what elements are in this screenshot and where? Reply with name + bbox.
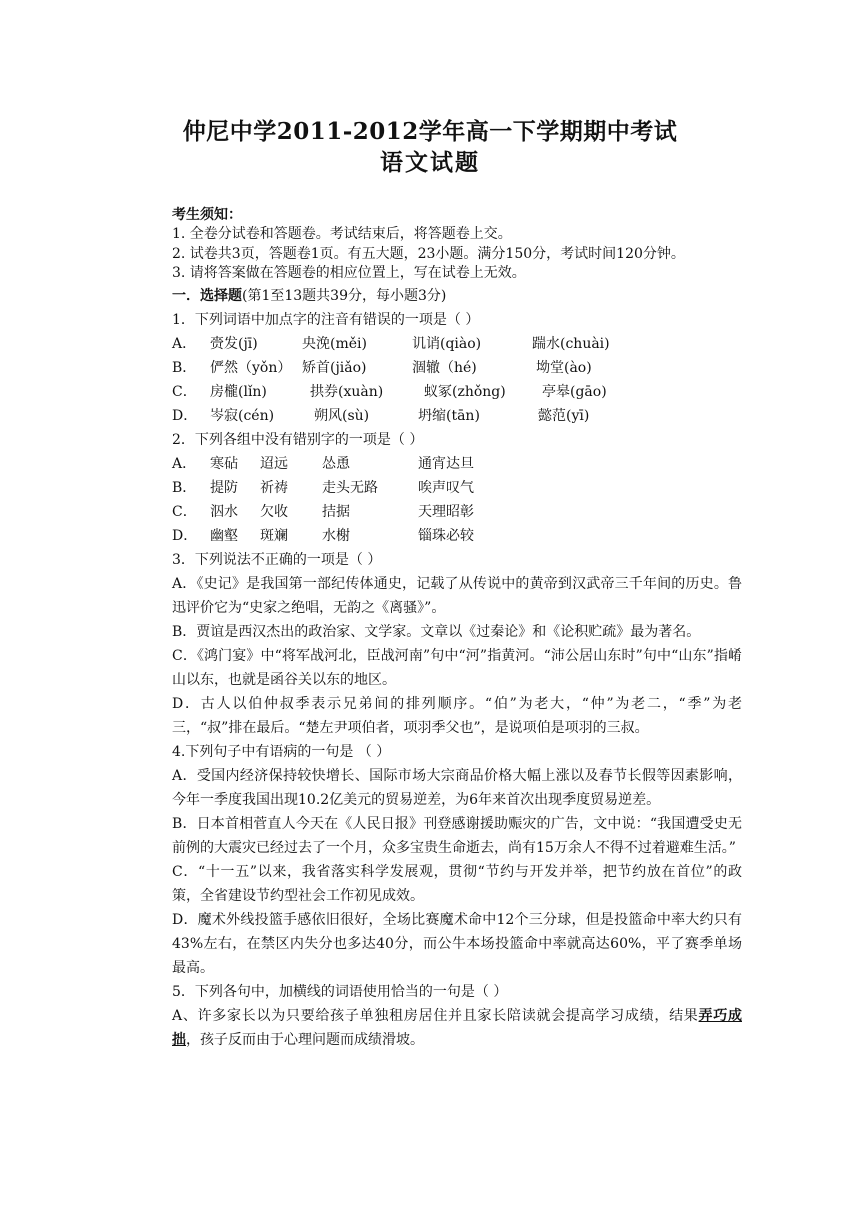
option-item: 祈祷 bbox=[260, 479, 288, 496]
question-2-option-d bbox=[172, 524, 742, 548]
question-4-option-d: D．魔术外线投篮手感依旧很好，全场比赛魔术命中12个三分球，但是投篮命中率大约只有43%左右，在禁区内失分也多达40分，而公牛本场投篮命中率就高达60%，平了赛季单场最高。 bbox=[172, 911, 742, 976]
option-item: 提防 bbox=[210, 479, 238, 496]
option-item: 涸辙（hé) bbox=[412, 359, 477, 376]
question-2-option-b bbox=[172, 476, 742, 500]
option-item: 矫首(jiǎo) bbox=[302, 359, 367, 376]
question-1-option-c bbox=[172, 380, 742, 404]
option-item: 蚁冢(zhǒng) bbox=[424, 383, 506, 400]
underlined-phrase: 弄巧成拙 bbox=[172, 1007, 742, 1048]
option-item: 唉声叹气 bbox=[418, 479, 474, 496]
question-3-option-c: C．《鸿门宴》中“将军战河北，臣战河南”句中“河”指黄河。“沛公居山东时”句中“山东”指崤山以东，也就是函谷关以东的地区。 bbox=[172, 647, 742, 688]
option-item: 天理昭彰 bbox=[418, 503, 474, 520]
section-heading bbox=[172, 284, 742, 308]
question-2-option-c bbox=[172, 500, 742, 524]
option-letter: A． bbox=[172, 335, 197, 352]
question-4-option-a: A．受国内经济保持较快增长、国际市场大宗商品价格大幅上涨以及春节长假等因素影响，今年一季度我国出现10.2亿美元的贸易逆差，为6年来首次出现季度贸易逆差。 bbox=[172, 767, 742, 808]
option-item: 懿范(yī) bbox=[538, 407, 590, 424]
option-text: A、许多家长以为只要给孩子单独租房居住并且家长陪读就会提高学习成绩，结果 bbox=[172, 1007, 699, 1024]
option-letter: B． bbox=[172, 359, 197, 376]
option-item: 泅水 bbox=[210, 503, 238, 520]
question-5-stem: 5．下列各句中，加横线的词语使用恰当的一句是（ ） bbox=[172, 983, 508, 1000]
question-1-stem: 1．下列词语中加点字的注音有错误的一项是（ ） bbox=[172, 311, 480, 328]
question-3-option-b: B．贾谊是西汉杰出的政治家、文学家。文章以《过秦论》和《论积贮疏》最为著名。 bbox=[172, 623, 701, 640]
question-4-option-b: B．日本首相菅直人今天在《人民日报》刊登感谢援助赈灾的广告，文中说：“我国遭受史无前例的大震灾已经过去了一个月，众多宝贵生命逝去，尚有15万余人不得不过着避难生活。” bbox=[172, 815, 742, 856]
exam-title: 仲尼中学2011-2012学年高一下学期期中考试 bbox=[182, 118, 678, 145]
option-item: 朔风(sù) bbox=[314, 407, 370, 424]
option-item: 房櫳(lǐn) bbox=[210, 383, 267, 400]
option-letter: D． bbox=[172, 407, 198, 424]
option-item: 坍缩(tān) bbox=[418, 407, 480, 424]
option-item: 讥诮(qiào) bbox=[412, 335, 482, 352]
option-letter: D． bbox=[172, 527, 198, 544]
option-item: 迢远 bbox=[260, 455, 288, 472]
option-letter: C． bbox=[172, 503, 197, 520]
option-letter: C． bbox=[172, 383, 197, 400]
option-item: 亭皋(gāo) bbox=[542, 383, 607, 400]
option-item: 走头无路 bbox=[322, 479, 378, 496]
option-item: 坳堂(ào) bbox=[536, 359, 592, 376]
option-item: 岑寂(cén) bbox=[210, 407, 275, 424]
section-heading-label: 一．选择题 bbox=[172, 287, 242, 304]
question-1-option-d bbox=[172, 404, 742, 428]
option-item: 通宵达旦 bbox=[418, 455, 474, 472]
option-text: ，孩子反而由于心理问题而成绩滑坡。 bbox=[186, 1031, 424, 1048]
option-item: 寒砧 bbox=[210, 455, 238, 472]
question-1-option-a bbox=[172, 332, 742, 356]
option-item: 水榭 bbox=[322, 527, 350, 544]
question-1-option-b bbox=[172, 356, 742, 380]
option-item: 赍发(jī) bbox=[210, 335, 258, 352]
option-item: 央浼(měi) bbox=[302, 335, 367, 352]
question-2-stem: 2．下列各组中没有错别字的一项是（ ） bbox=[172, 431, 424, 448]
exam-content bbox=[172, 205, 742, 1052]
question-3-option-d: D．古人以伯仲叔季表示兄弟间的排列顺序。“伯”为老大，“仲”为老二，“季”为老三，“叔”排在最后。“楚左尹项伯者，项羽季父也”，是说项伯是项羽的三叔。 bbox=[172, 695, 742, 736]
question-4-stem: 4.下列句子中有语病的一句是 （ ） bbox=[172, 743, 391, 760]
option-item: 欠收 bbox=[260, 503, 288, 520]
option-letter: A． bbox=[172, 455, 197, 472]
exam-subtitle: 语文试题 bbox=[380, 149, 480, 176]
option-item: 锱珠必较 bbox=[418, 527, 474, 544]
section-heading-detail: (第1至13题共39分，每小题3分) bbox=[242, 287, 447, 304]
option-item: 俨然（yǒn） bbox=[210, 359, 292, 376]
notice-heading: 考生须知： bbox=[172, 207, 242, 223]
option-item: 幽壑 bbox=[210, 527, 238, 544]
question-2-option-a bbox=[172, 452, 742, 476]
question-5-option-a bbox=[172, 1004, 742, 1052]
question-4-option-c: C．“十一五”以来，我省落实科学发展观，贯彻“节约与开发并举，把节约放在首位”的政策，全省建设节约型社会工作初见成效。 bbox=[172, 863, 742, 904]
notice-item: 3. 请将答案做在答题卷的相应位置上，写在试卷上无效。 bbox=[172, 265, 526, 281]
notice-item: 2. 试卷共3页，答题卷1页。有五大题，23小题。满分150分，考试时间120分钟。 bbox=[172, 245, 685, 262]
notice-item: 1. 全卷分试卷和答题卷。考试结束后，将答题卷上交。 bbox=[172, 226, 512, 242]
option-letter: B． bbox=[172, 479, 197, 496]
option-item: 拮据 bbox=[322, 503, 350, 520]
option-item: 拱券(xuàn) bbox=[310, 383, 384, 400]
question-3-stem: 3．下列说法不正确的一项是（ ） bbox=[172, 551, 382, 568]
option-item: 踹水(chuài) bbox=[532, 335, 610, 352]
option-item: 怂恿 bbox=[322, 455, 350, 472]
option-item: 斑斓 bbox=[260, 527, 288, 544]
question-3-option-a: A．《史记》是我国第一部纪传体通史，记载了从传说中的黄帝到汉武帝三千年间的历史。鲁迅评价它为“史家之绝唱，无韵之《离骚》”。 bbox=[172, 575, 742, 616]
